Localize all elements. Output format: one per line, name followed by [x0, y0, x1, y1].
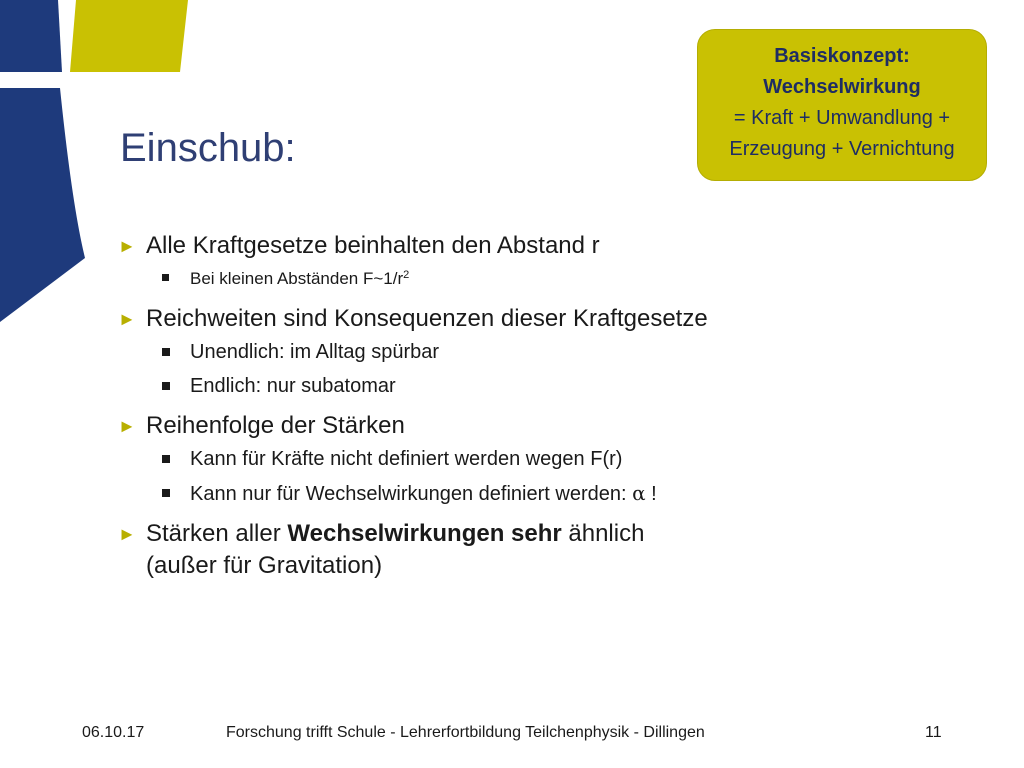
logo-navy-swoosh: [0, 88, 85, 322]
concept-subheading: Wechselwirkung: [763, 76, 921, 98]
bullet-item: [118, 410, 838, 442]
sub-bullet-text: Endlich: nur subatomar: [190, 375, 396, 397]
square-bullet-icon: [162, 489, 170, 497]
triangle-bullet-icon: ►: [118, 416, 136, 436]
bullet-bold-text: Wechselwirkungen sehr: [287, 520, 562, 547]
sub-bullet-suffix: !: [645, 483, 657, 505]
footer-date: 06.10.17: [82, 724, 145, 741]
alpha-symbol: α: [632, 481, 646, 505]
logo-navy-top-block: [0, 0, 62, 72]
sub-bullet-item: [118, 369, 838, 403]
bullet-item: [118, 303, 838, 335]
logo-olive-top-block: [70, 0, 188, 72]
bullet-text: Reichweiten sind Konsequenzen dieser Kraftgesetze: [146, 305, 708, 332]
concept-line-3: = Kraft + Umwandlung +: [733, 107, 951, 129]
bullet-text-end: ähnlich: [561, 520, 645, 547]
concept-heading: Basiskonzept:: [774, 45, 910, 67]
bullet-text: Reihenfolge der Stärken: [146, 412, 405, 439]
square-bullet-icon: [162, 274, 169, 281]
sub-bullet-text: Bei kleinen Abständen F~1/r: [190, 269, 404, 288]
bullet-text: Alle Kraftgesetze beinhalten den Abstand r: [146, 232, 600, 259]
footer-page-number: 11: [925, 724, 942, 741]
square-bullet-icon: [162, 455, 170, 463]
bullet-item: [118, 230, 838, 262]
bullet-list: [118, 230, 838, 582]
sub-bullet-item: [118, 476, 838, 511]
square-bullet-icon: [162, 348, 170, 356]
sub-bullet-item: [118, 442, 838, 476]
sub-bullet-text: Kann für Kräfte nicht definiert werden wegen F(r): [190, 448, 623, 470]
footer-title: Forschung trifft Schule - Lehrerfortbildung Teilchenphysik - Dillingen: [226, 724, 705, 741]
superscript: 2: [403, 269, 410, 281]
bullet-text-line2: (außer für Gravitation): [146, 552, 383, 579]
sub-bullet-item: [118, 262, 838, 296]
triangle-bullet-icon: ►: [118, 524, 136, 544]
square-bullet-icon: [162, 382, 170, 390]
concept-box: [697, 29, 987, 181]
bullet-item: [118, 518, 838, 582]
slide-title: Einschub:: [120, 126, 296, 170]
bullet-text: Stärken aller: [146, 520, 288, 547]
sub-bullet-text: Unendlich: im Alltag spürbar: [190, 341, 440, 363]
concept-line-4: Erzeugung + Vernichtung: [729, 138, 955, 160]
triangle-bullet-icon: ►: [118, 236, 136, 256]
sub-bullet-item: [118, 335, 838, 369]
sub-bullet-text: Kann nur für Wechselwirkungen definiert werden:: [190, 483, 633, 505]
triangle-bullet-icon: ►: [118, 309, 136, 329]
